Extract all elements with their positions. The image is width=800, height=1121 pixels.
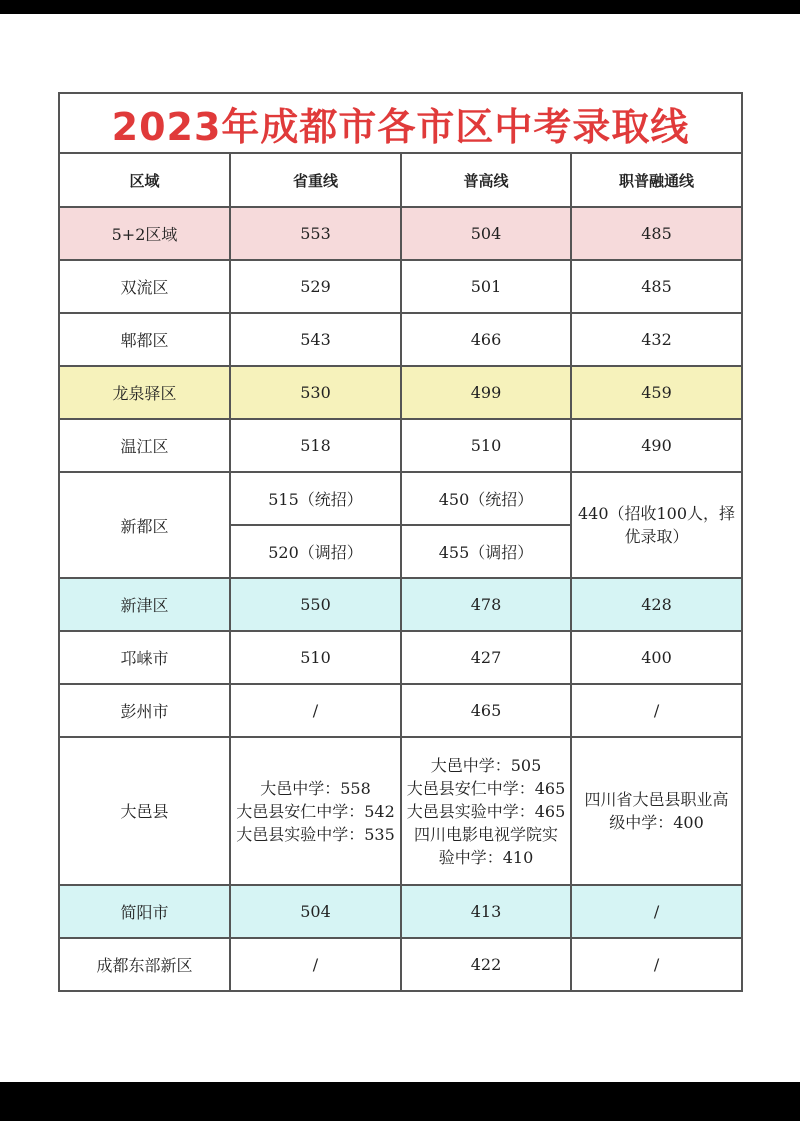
area-cell: 大邑县	[59, 737, 230, 885]
vocational-line-entry: 级中学：400	[609, 813, 704, 832]
key-line-cell: /	[230, 684, 401, 737]
key-line-cell: 515（统招）	[230, 472, 401, 525]
key-line-cell: 543	[230, 313, 401, 366]
key-line-cell: 520（调招）	[230, 525, 401, 578]
general-line-cell: 499	[401, 366, 571, 419]
table-row-xindu-a	[59, 472, 742, 525]
vocational-line-cell: 485	[571, 260, 742, 313]
table-row	[59, 419, 742, 472]
area-cell: 龙泉驿区	[59, 366, 230, 419]
vocational-line-cell: /	[571, 684, 742, 737]
area-cell: 双流区	[59, 260, 230, 313]
table-row	[59, 578, 742, 631]
header-key-line: 省重线	[230, 153, 401, 207]
table-row	[59, 313, 742, 366]
table-row	[59, 885, 742, 938]
table-row	[59, 938, 742, 991]
general-line-cell: 427	[401, 631, 571, 684]
key-line-cell: 510	[230, 631, 401, 684]
area-cell: 郫都区	[59, 313, 230, 366]
area-cell: 新津区	[59, 578, 230, 631]
key-line-cell: 530	[230, 366, 401, 419]
score-table	[58, 92, 743, 992]
vocational-line-entry: 四川省大邑县职业高	[584, 790, 729, 809]
vocational-line-cell: 485	[571, 207, 742, 260]
vocational-line-cell: 490	[571, 419, 742, 472]
area-cell: 成都东部新区	[59, 938, 230, 991]
general-line-cell	[401, 737, 571, 885]
key-line-cell	[230, 737, 401, 885]
area-cell: 温江区	[59, 419, 230, 472]
table-row	[59, 366, 742, 419]
general-line-cell: 478	[401, 578, 571, 631]
page-title: 2023年成都市各市区中考录取线	[59, 93, 742, 153]
vocational-line-cell: 400	[571, 631, 742, 684]
vocational-line-cell	[571, 737, 742, 885]
header-area: 区域	[59, 153, 230, 207]
key-line-cell: 550	[230, 578, 401, 631]
bottom-black-bar	[0, 1082, 800, 1121]
area-cell: 邛崃市	[59, 631, 230, 684]
vocational-line-cell: /	[571, 885, 742, 938]
key-line-entry: 大邑县实验中学：535	[236, 824, 395, 844]
vocational-line-cell: 459	[571, 366, 742, 419]
general-line-entry: 大邑县实验中学：465	[406, 801, 566, 821]
general-line-entry: 四川电影电视学院实	[413, 824, 558, 844]
header-general-line: 普高线	[401, 153, 571, 207]
general-line-cell: 501	[401, 260, 571, 313]
vocational-text-line: 优录取）	[624, 527, 689, 546]
key-line-entry: 大邑中学：558	[260, 778, 371, 798]
table-row-dayi	[59, 737, 742, 885]
vocational-line-cell	[571, 472, 742, 578]
table-row	[59, 684, 742, 737]
vocational-line-cell: 428	[571, 578, 742, 631]
general-line-cell: 504	[401, 207, 571, 260]
general-line-entry: 大邑中学：505	[430, 755, 542, 775]
vocational-line-cell: /	[571, 938, 742, 991]
vocational-line-cell: 432	[571, 313, 742, 366]
key-line-cell: 518	[230, 419, 401, 472]
general-line-cell: 465	[401, 684, 571, 737]
area-cell: 5+2区域	[59, 207, 230, 260]
general-line-cell: 450（统招）	[401, 472, 571, 525]
header-vocational-line: 职普融通线	[571, 153, 742, 207]
area-cell: 新都区	[59, 472, 230, 578]
key-line-entry: 大邑县安仁中学：542	[236, 801, 395, 821]
general-line-cell: 422	[401, 938, 571, 991]
key-line-cell: 553	[230, 207, 401, 260]
header-row	[59, 153, 742, 207]
vocational-text-line: 440（招收100人，择	[577, 504, 736, 523]
general-line-cell: 455（调招）	[401, 525, 571, 578]
key-line-cell: 529	[230, 260, 401, 313]
table-row	[59, 631, 742, 684]
key-line-cell: /	[230, 938, 401, 991]
area-cell: 彭州市	[59, 684, 230, 737]
general-line-cell: 413	[401, 885, 571, 938]
general-line-entry: 大邑县安仁中学：465	[406, 778, 566, 798]
admission-score-sheet	[58, 92, 741, 992]
table-row	[59, 260, 742, 313]
general-line-cell: 510	[401, 419, 571, 472]
top-black-bar	[0, 0, 800, 14]
table-row	[59, 207, 742, 260]
area-cell: 简阳市	[59, 885, 230, 938]
general-line-entry: 验中学：410	[438, 847, 534, 867]
general-line-cell: 466	[401, 313, 571, 366]
key-line-cell: 504	[230, 885, 401, 938]
